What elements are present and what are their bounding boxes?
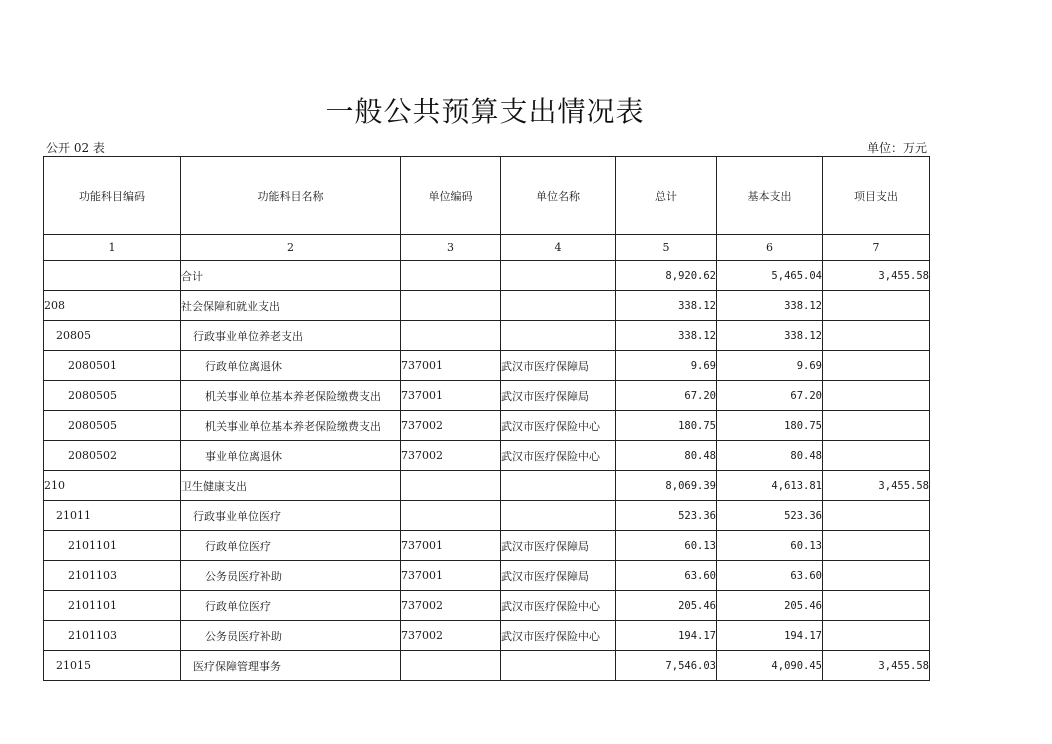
cell-basic: 338.12 (717, 321, 823, 351)
cell-unit-code (401, 261, 501, 291)
cell-function-code: 208 (44, 291, 181, 321)
table-row (44, 471, 930, 501)
page-title: 一般公共预算支出情况表 (325, 95, 645, 128)
column-number: 4 (501, 235, 616, 261)
form-number: 公开 02 表 (46, 141, 105, 155)
cell-unit-code (401, 501, 501, 531)
cell-unit-code: 737002 (401, 591, 501, 621)
cell-basic: 205.46 (717, 591, 823, 621)
cell-total: 67.20 (616, 381, 717, 411)
table-row (44, 591, 930, 621)
column-number: 1 (44, 235, 181, 261)
header-function-name: 功能科目名称 (181, 157, 401, 235)
cell-unit-name: 武汉市医疗保险中心 (501, 591, 616, 621)
cell-project: 3,455.58 (823, 471, 930, 501)
cell-total: 8,069.39 (616, 471, 717, 501)
cell-unit-code: 737001 (401, 561, 501, 591)
cell-basic: 9.69 (717, 351, 823, 381)
header-project: 项目支出 (823, 157, 930, 235)
cell-unit-code (401, 321, 501, 351)
cell-total: 338.12 (616, 291, 717, 321)
cell-unit-name: 武汉市医疗保障局 (501, 381, 616, 411)
header-function-code: 功能科目编码 (44, 157, 181, 235)
cell-project (823, 561, 930, 591)
cell-basic: 4,613.81 (717, 471, 823, 501)
cell-project (823, 441, 930, 471)
cell-unit-code: 737002 (401, 441, 501, 471)
cell-total: 523.36 (616, 501, 717, 531)
column-number: 5 (616, 235, 717, 261)
cell-unit-name (501, 261, 616, 291)
table-row (44, 351, 930, 381)
cell-function-name: 行政单位离退休 (181, 351, 401, 381)
cell-project: 3,455.58 (823, 651, 930, 681)
cell-function-code: 20805 (44, 321, 181, 351)
cell-total: 7,546.03 (616, 651, 717, 681)
unit-label: 单位：万元 (866, 141, 927, 155)
cell-function-code: 2080505 (44, 411, 181, 441)
cell-basic: 194.17 (717, 621, 823, 651)
cell-total: 205.46 (616, 591, 717, 621)
cell-function-name: 行政事业单位养老支出 (181, 321, 401, 351)
cell-unit-code: 737001 (401, 351, 501, 381)
cell-project (823, 351, 930, 381)
cell-unit-code: 737002 (401, 621, 501, 651)
column-number: 6 (717, 235, 823, 261)
table-row (44, 561, 930, 591)
cell-function-code: 210 (44, 471, 181, 501)
cell-unit-code (401, 471, 501, 501)
cell-basic: 338.12 (717, 291, 823, 321)
cell-total: 8,920.62 (616, 261, 717, 291)
budget-table (43, 156, 930, 681)
cell-function-name: 公务员医疗补助 (181, 621, 401, 651)
cell-function-name: 卫生健康支出 (181, 471, 401, 501)
cell-basic: 67.20 (717, 381, 823, 411)
cell-function-code: 2101101 (44, 531, 181, 561)
cell-function-name: 机关事业单位基本养老保险缴费支出 (181, 381, 401, 411)
cell-function-code (44, 261, 181, 291)
cell-basic: 60.13 (717, 531, 823, 561)
table-row (44, 651, 930, 681)
cell-project: 3,455.58 (823, 261, 930, 291)
cell-unit-name: 武汉市医疗保障局 (501, 351, 616, 381)
cell-total: 9.69 (616, 351, 717, 381)
cell-function-name: 公务员医疗补助 (181, 561, 401, 591)
column-number: 7 (823, 235, 930, 261)
cell-function-name: 合计 (181, 261, 401, 291)
cell-project (823, 321, 930, 351)
cell-unit-code (401, 651, 501, 681)
cell-basic: 4,090.45 (717, 651, 823, 681)
table-row (44, 621, 930, 651)
column-number: 3 (401, 235, 501, 261)
header-total: 总计 (616, 157, 717, 235)
cell-function-code: 2101101 (44, 591, 181, 621)
cell-function-code: 2080502 (44, 441, 181, 471)
cell-unit-name: 武汉市医疗保障局 (501, 561, 616, 591)
cell-function-name: 机关事业单位基本养老保险缴费支出 (181, 411, 401, 441)
cell-total: 60.13 (616, 531, 717, 561)
cell-project (823, 411, 930, 441)
cell-function-name: 社会保障和就业支出 (181, 291, 401, 321)
cell-project (823, 291, 930, 321)
header-unit-name: 单位名称 (501, 157, 616, 235)
cell-function-code: 2101103 (44, 621, 181, 651)
cell-unit-name (501, 651, 616, 681)
cell-function-name: 事业单位离退休 (181, 441, 401, 471)
cell-project (823, 621, 930, 651)
cell-total: 63.60 (616, 561, 717, 591)
cell-function-code: 21015 (44, 651, 181, 681)
cell-unit-code: 737002 (401, 411, 501, 441)
cell-unit-name (501, 291, 616, 321)
cell-function-name: 行政事业单位医疗 (181, 501, 401, 531)
cell-total: 180.75 (616, 411, 717, 441)
cell-unit-code: 737001 (401, 381, 501, 411)
cell-unit-name: 武汉市医疗保险中心 (501, 441, 616, 471)
cell-function-code: 21011 (44, 501, 181, 531)
cell-function-name: 行政单位医疗 (181, 531, 401, 561)
cell-total: 80.48 (616, 441, 717, 471)
table-row (44, 441, 930, 471)
cell-project (823, 591, 930, 621)
cell-unit-name: 武汉市医疗保险中心 (501, 621, 616, 651)
header-unit-code: 单位编码 (401, 157, 501, 235)
cell-basic: 180.75 (717, 411, 823, 441)
header-row (44, 157, 930, 235)
cell-unit-code (401, 291, 501, 321)
table-row (44, 411, 930, 441)
table-row (44, 321, 930, 351)
cell-unit-name (501, 321, 616, 351)
cell-function-name: 行政单位医疗 (181, 591, 401, 621)
column-number-row (44, 235, 930, 261)
header-basic: 基本支出 (717, 157, 823, 235)
cell-function-code: 2080505 (44, 381, 181, 411)
cell-basic: 523.36 (717, 501, 823, 531)
cell-unit-name (501, 501, 616, 531)
column-number: 2 (181, 235, 401, 261)
table-row (44, 381, 930, 411)
cell-basic: 5,465.04 (717, 261, 823, 291)
cell-project (823, 531, 930, 561)
cell-unit-name: 武汉市医疗保险中心 (501, 411, 616, 441)
cell-function-name: 医疗保障管理事务 (181, 651, 401, 681)
cell-unit-name: 武汉市医疗保障局 (501, 531, 616, 561)
cell-unit-name (501, 471, 616, 501)
cell-total: 194.17 (616, 621, 717, 651)
cell-project (823, 381, 930, 411)
cell-function-code: 2101103 (44, 561, 181, 591)
table-row (44, 531, 930, 561)
table-row (44, 501, 930, 531)
cell-basic: 80.48 (717, 441, 823, 471)
cell-project (823, 501, 930, 531)
cell-function-code: 2080501 (44, 351, 181, 381)
table-row (44, 261, 930, 291)
table-row (44, 291, 930, 321)
cell-unit-code: 737001 (401, 531, 501, 561)
cell-basic: 63.60 (717, 561, 823, 591)
cell-total: 338.12 (616, 321, 717, 351)
